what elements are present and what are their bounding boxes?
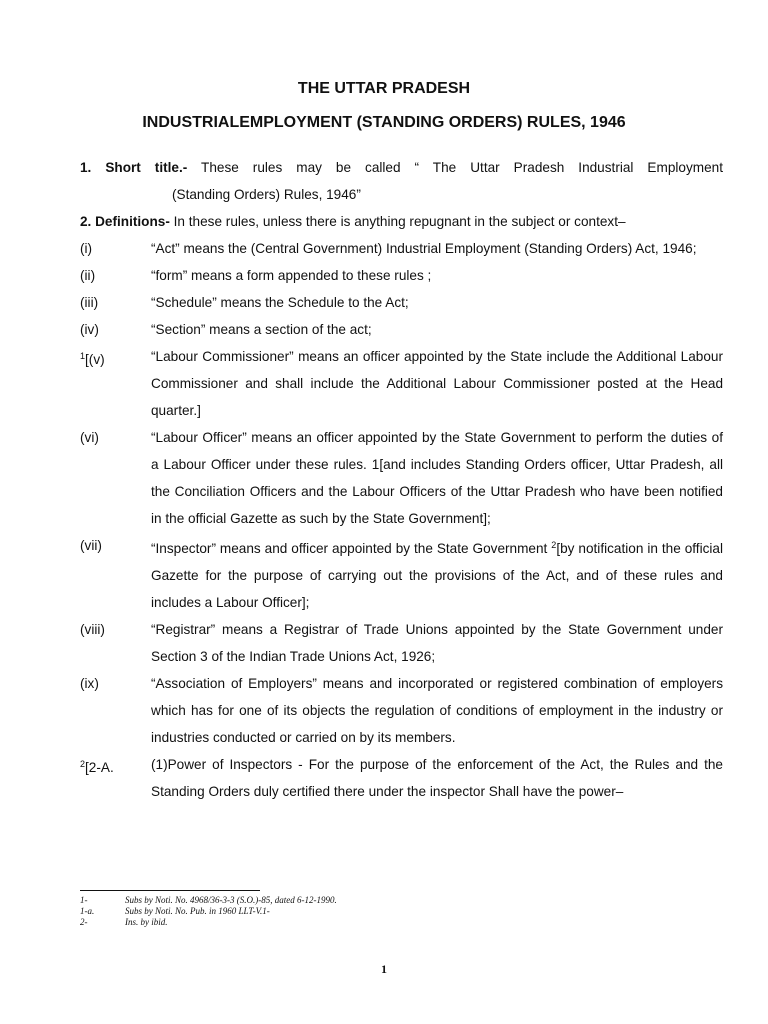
footnote-divider xyxy=(80,890,260,891)
document-title-line-2: INDUSTRIALEMPLOYMENT (STANDING ORDERS) RULES, 1946 xyxy=(142,114,626,131)
footnote-mark: 1- xyxy=(80,895,88,905)
definition-number: (viii) xyxy=(80,622,105,637)
footnote-marker: 2 xyxy=(80,759,86,769)
rule-text: (1)Power of Inspectors - For the purpose of the enforcement of the Act, the Rules and the Standing Orders duly certified there under the inspector Shall have the power– xyxy=(151,757,723,799)
rule-2-line xyxy=(80,208,723,235)
footnote-mark: 2- xyxy=(80,917,88,927)
definition-text: “Labour Officer” means an officer appointed by the State Government to perform the duties of a Labour Officer under these rules. 1[and includes Standing Orders officer, Uttar Pradesh, all the Conciliation Officers and the Labour Officers of the Uttar Pradesh who have been notified in the official Gazette as such by the State Government]; xyxy=(151,430,723,526)
footnote-marker: 2 xyxy=(551,540,557,550)
definition-number-text: [(v) xyxy=(85,352,105,367)
footnote-2 xyxy=(80,917,700,928)
rule-1-heading: 1. Short title.- xyxy=(80,160,188,175)
definition-number: (ii) xyxy=(80,268,96,283)
footnote-marker: 1 xyxy=(80,351,86,361)
definition-text: “Section” means a section of the act; xyxy=(151,322,372,337)
definition-text: “Inspector” means and officer appointed by the State Government xyxy=(151,541,552,556)
definition-vii xyxy=(80,532,723,616)
page-number: 1 xyxy=(381,962,387,976)
definition-text: “Association of Employers” means and incorporated or registered combination of employers which has for one of its objects the regulation of conditions of employment in the industry or industries conducted or carried on by its members. xyxy=(151,676,723,745)
footnote-text: Ins. by ibid. xyxy=(125,917,168,927)
rule-2-heading: 2. Definitions- xyxy=(80,214,170,229)
footnote-text: Subs by Noti. No. 4968/36-3-3 (S.O.)-85, dated 6-12-1990. xyxy=(125,895,337,905)
rule-1-text: These rules may be called “ The Uttar Pradesh Industrial Employment xyxy=(187,160,723,175)
definition-ii xyxy=(80,262,723,289)
definition-iv xyxy=(80,316,723,343)
definition-number: (vi) xyxy=(80,430,99,445)
definition-number: (i) xyxy=(80,241,93,256)
definition-iii xyxy=(80,289,723,316)
footnote-1a xyxy=(80,906,700,917)
definition-number: (vii) xyxy=(80,538,102,553)
definition-number: (iv) xyxy=(80,322,99,337)
definition-number xyxy=(80,343,105,373)
rule-number-text: [2-A. xyxy=(85,760,114,775)
definition-number: (iii) xyxy=(80,295,99,310)
definition-viii xyxy=(80,616,723,670)
definition-v xyxy=(80,343,723,424)
definition-i xyxy=(80,235,723,262)
definition-text: “Act” means the (Central Government) Industrial Employment (Standing Orders) Act, 1946; xyxy=(151,241,697,256)
document-title-line-1: THE UTTAR PRADESH xyxy=(297,80,471,97)
footnote-1 xyxy=(80,895,700,906)
definition-text-continued: [by notification in the official Gazette for the purpose of carrying out the provisions of the Act, and of these rules and includes a Labour Officer]; xyxy=(151,541,723,610)
rule-2a xyxy=(80,751,723,805)
definition-text: “Registrar” means a Registrar of Trade Unions appointed by the State Government under Section 3 of the Indian Trade Unions Act, 1926; xyxy=(151,622,723,664)
definition-number: (ix) xyxy=(80,676,99,691)
definition-vi xyxy=(80,424,723,532)
definition-text: “form” means a form appended to these rules ; xyxy=(151,268,432,283)
footnote-mark: 1-a. xyxy=(80,906,95,916)
rule-1-line-2: (Standing Orders) Rules, 1946” xyxy=(172,187,361,202)
rule-number xyxy=(80,751,114,781)
footnote-text: Subs by Noti. No. Pub. in 1960 LLT-V.1- xyxy=(125,906,270,916)
definition-text: “Labour Commissioner” means an officer appointed by the State include the Additional Labour Commissioner and shall include the Additional Labour Commissioner posted at the Head quarter.] xyxy=(151,349,723,418)
footnotes xyxy=(80,890,700,928)
rule-2-text: In these rules, unless there is anything repugnant in the subject or context– xyxy=(169,214,626,229)
rule-1-line-1 xyxy=(80,154,723,181)
definition-text: “Schedule” means the Schedule to the Act; xyxy=(151,295,409,310)
definition-ix xyxy=(80,670,723,751)
rules-body xyxy=(80,154,723,805)
